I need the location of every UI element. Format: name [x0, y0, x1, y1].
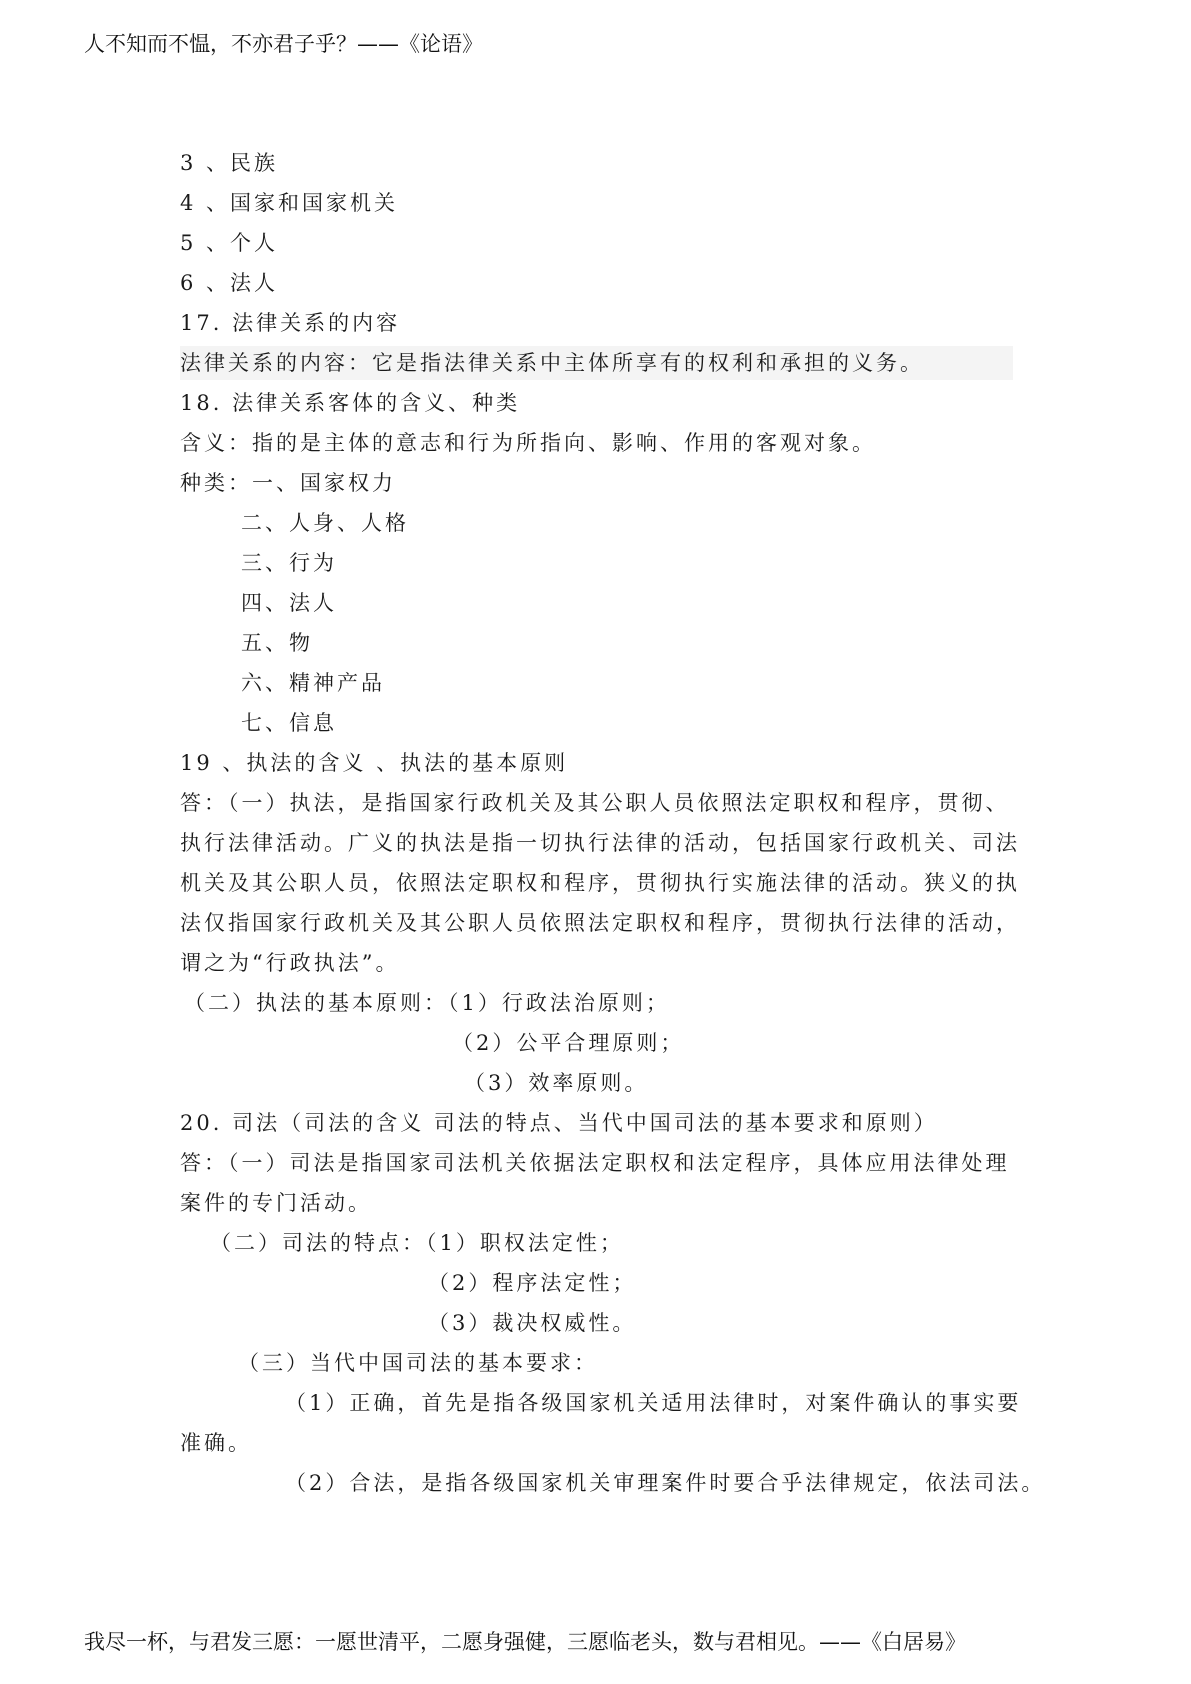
list-item: （二）执法的基本原则：（1）行政法治原则；	[184, 991, 670, 1015]
list-item: 二、人身、人格	[241, 511, 409, 535]
list-item: 五、物	[241, 631, 313, 655]
list-item: 四、法人	[241, 591, 337, 615]
section-heading: 19 、执法的含义 、执法的基本原则	[180, 751, 569, 775]
paragraph: 法律关系的内容：它是指法律关系中主体所享有的权利和承担的义务。	[180, 346, 1013, 380]
paragraph: （2）合法，是指各级国家机关审理案件时要合乎法律规定，依法司法。	[285, 1471, 1046, 1495]
paragraph: 机关及其公职人员，依照法定职权和程序，贯彻执行实施法律的活动。狭义的执	[180, 871, 1020, 895]
list-item: 七、信息	[241, 711, 337, 735]
paragraph: 答：（一）司法是指国家司法机关依据法定职权和法定程序，具体应用法律处理	[180, 1151, 1010, 1175]
list-item: 3 、民族	[180, 151, 279, 175]
list-item: （3）裁决权威性。	[428, 1311, 637, 1335]
paragraph: 准确。	[180, 1431, 252, 1455]
list-item: （3）效率原则。	[464, 1071, 649, 1095]
section-heading: 20. 司法（司法的含义 司法的特点、当代中国司法的基本要求和原则）	[180, 1111, 938, 1135]
paragraph: 案件的专门活动。	[180, 1191, 372, 1215]
list-item: 5 、个人	[180, 231, 279, 255]
section-heading: 18. 法律关系客体的含义、种类	[180, 391, 521, 415]
section-heading: 17. 法律关系的内容	[180, 311, 401, 335]
footer-quote: 我尽一杯，与君发三愿：一愿世清平，二愿身强健，三愿临老头，数与君相见。——《白居易》	[84, 1630, 966, 1654]
list-item: 六、精神产品	[241, 671, 385, 695]
list-item: 4 、国家和国家机关	[180, 191, 399, 215]
list-item: 6 、法人	[180, 271, 279, 295]
paragraph: （1）正确，首先是指各级国家机关适用法律时，对案件确认的事实要	[285, 1391, 1022, 1415]
paragraph: 答：（一）执法，是指国家行政机关及其公职人员依照法定职权和程序，贯彻、	[180, 791, 1010, 815]
list-item: 三、行为	[241, 551, 337, 575]
list-item: （三）当代中国司法的基本要求：	[238, 1351, 598, 1375]
list-item: （2）程序法定性；	[428, 1271, 637, 1295]
list-item: 种类：一、国家权力	[180, 471, 396, 495]
list-item: （2）公平合理原则；	[452, 1031, 685, 1055]
paragraph: 执行法律活动。广义的执法是指一切执行法律的活动，包括国家行政机关、司法	[180, 831, 1020, 855]
paragraph: 含义：指的是主体的意志和行为所指向、影响、作用的客观对象。	[180, 431, 876, 455]
header-quote: 人不知而不愠，不亦君子乎？——《论语》	[84, 32, 483, 56]
list-item: （二）司法的特点：（1）职权法定性；	[210, 1231, 624, 1255]
paragraph: 谓之为“行政执法”。	[180, 951, 400, 975]
paragraph: 法仅指国家行政机关及其公职人员依照法定职权和程序，贯彻执行法律的活动，	[180, 911, 1020, 935]
